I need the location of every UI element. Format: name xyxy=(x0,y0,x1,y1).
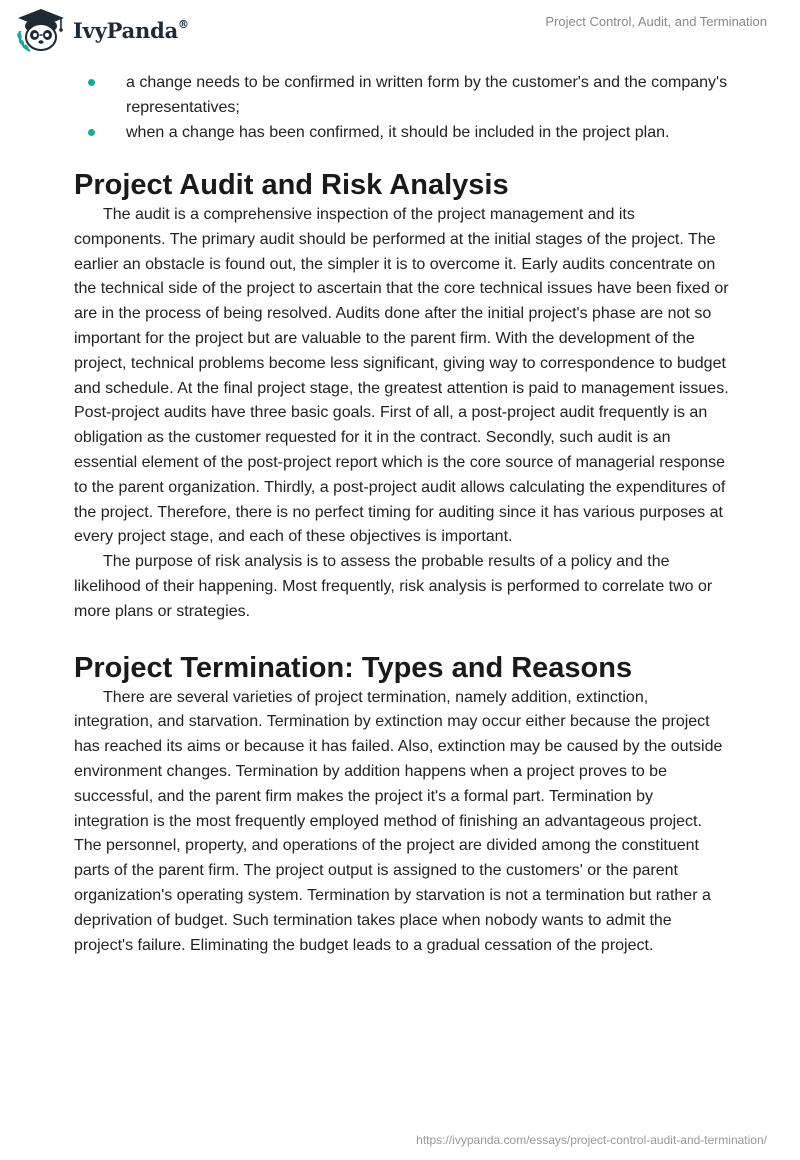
bullet-icon xyxy=(88,129,95,136)
paragraph-termination: There are several varieties of project termination, namely addition, extinction, integration, and starvation. Termination by extinction may occur either because the project has reached its aims or because it has failed. Also, extinction may be caused by the outside environment changes. Termination by addition happens when a project proves to be successful, and the parent firm makes the project it's a formal part. Termination by integration is the most frequently employed method of finishing an advantageous project. The personnel, property, and operations of the project are divided among the constituent parts of the parent firm. The project output is assigned to the customers' or the parent organization's operating system. Termination by starvation is not a termination but rather a deprivation of budget. Such termination takes place when nobody wants to admit the project's failure. Eliminating the budget leads to a gradual cessation of the project. xyxy=(74,688,723,954)
list-item xyxy=(74,70,729,120)
panda-graduate-icon xyxy=(14,9,66,53)
source-url[interactable]: https://ivypanda.com/essays/project-control-audit-and-termination/ xyxy=(416,1133,767,1147)
paragraph-risk-analysis: The purpose of risk analysis is to assess the probable results of a policy and the likelihood of their happening. Most frequently, risk analysis is performed to correlate two or more plans or strategies. xyxy=(74,553,713,620)
brand-name: IvyPanda® xyxy=(73,18,189,43)
article-body xyxy=(74,70,729,958)
list-item-text: a change needs to be confirmed in written form by the customer's and the company's representatives; xyxy=(126,74,728,116)
paragraph-audit-1: The audit is a comprehensive inspection of the project management and its components. The primary audit should be performed at the initial stages of the project. The earlier an obstacle is found out, the simpler it is to overcome it. Early audits concentrate on the technical side of the project to ascertain that the core technical issues have been fixed or are in the process of being resolved. Audits done after the initial project's phase are not so important for the project but are valuable to the parent firm. With the development of the project, technical problems become less significant, giving way to correspondence to budget and schedule. At the final project stage, the greatest attention is paid to management issues. Post-project audits have three basic goals. First of all, a post-project audit frequently is an obligation as the customer requested for it in the contract. Secondly, such audit is an essential element of the post-project report which is the core source of managerial response to the parent organization. Thirdly, a post-project audit allows calculating the expenditures of the project. Therefore, there is no perfect timing for auditing since it has various purposes at every project stage, and each of these objectives is important. xyxy=(74,206,729,546)
section-heading-termination: Project Termination: Types and Reasons xyxy=(74,651,633,684)
bullet-list xyxy=(74,70,729,145)
list-item-text: when a change has been confirmed, it should be included in the project plan. xyxy=(126,124,670,141)
bullet-icon xyxy=(88,79,95,86)
list-item xyxy=(74,120,729,145)
page-header xyxy=(0,0,800,60)
ivypanda-logo[interactable] xyxy=(14,9,224,53)
section-heading-audit: Project Audit and Risk Analysis xyxy=(74,169,509,201)
document-title: Project Control, Audit, and Termination xyxy=(545,14,767,29)
